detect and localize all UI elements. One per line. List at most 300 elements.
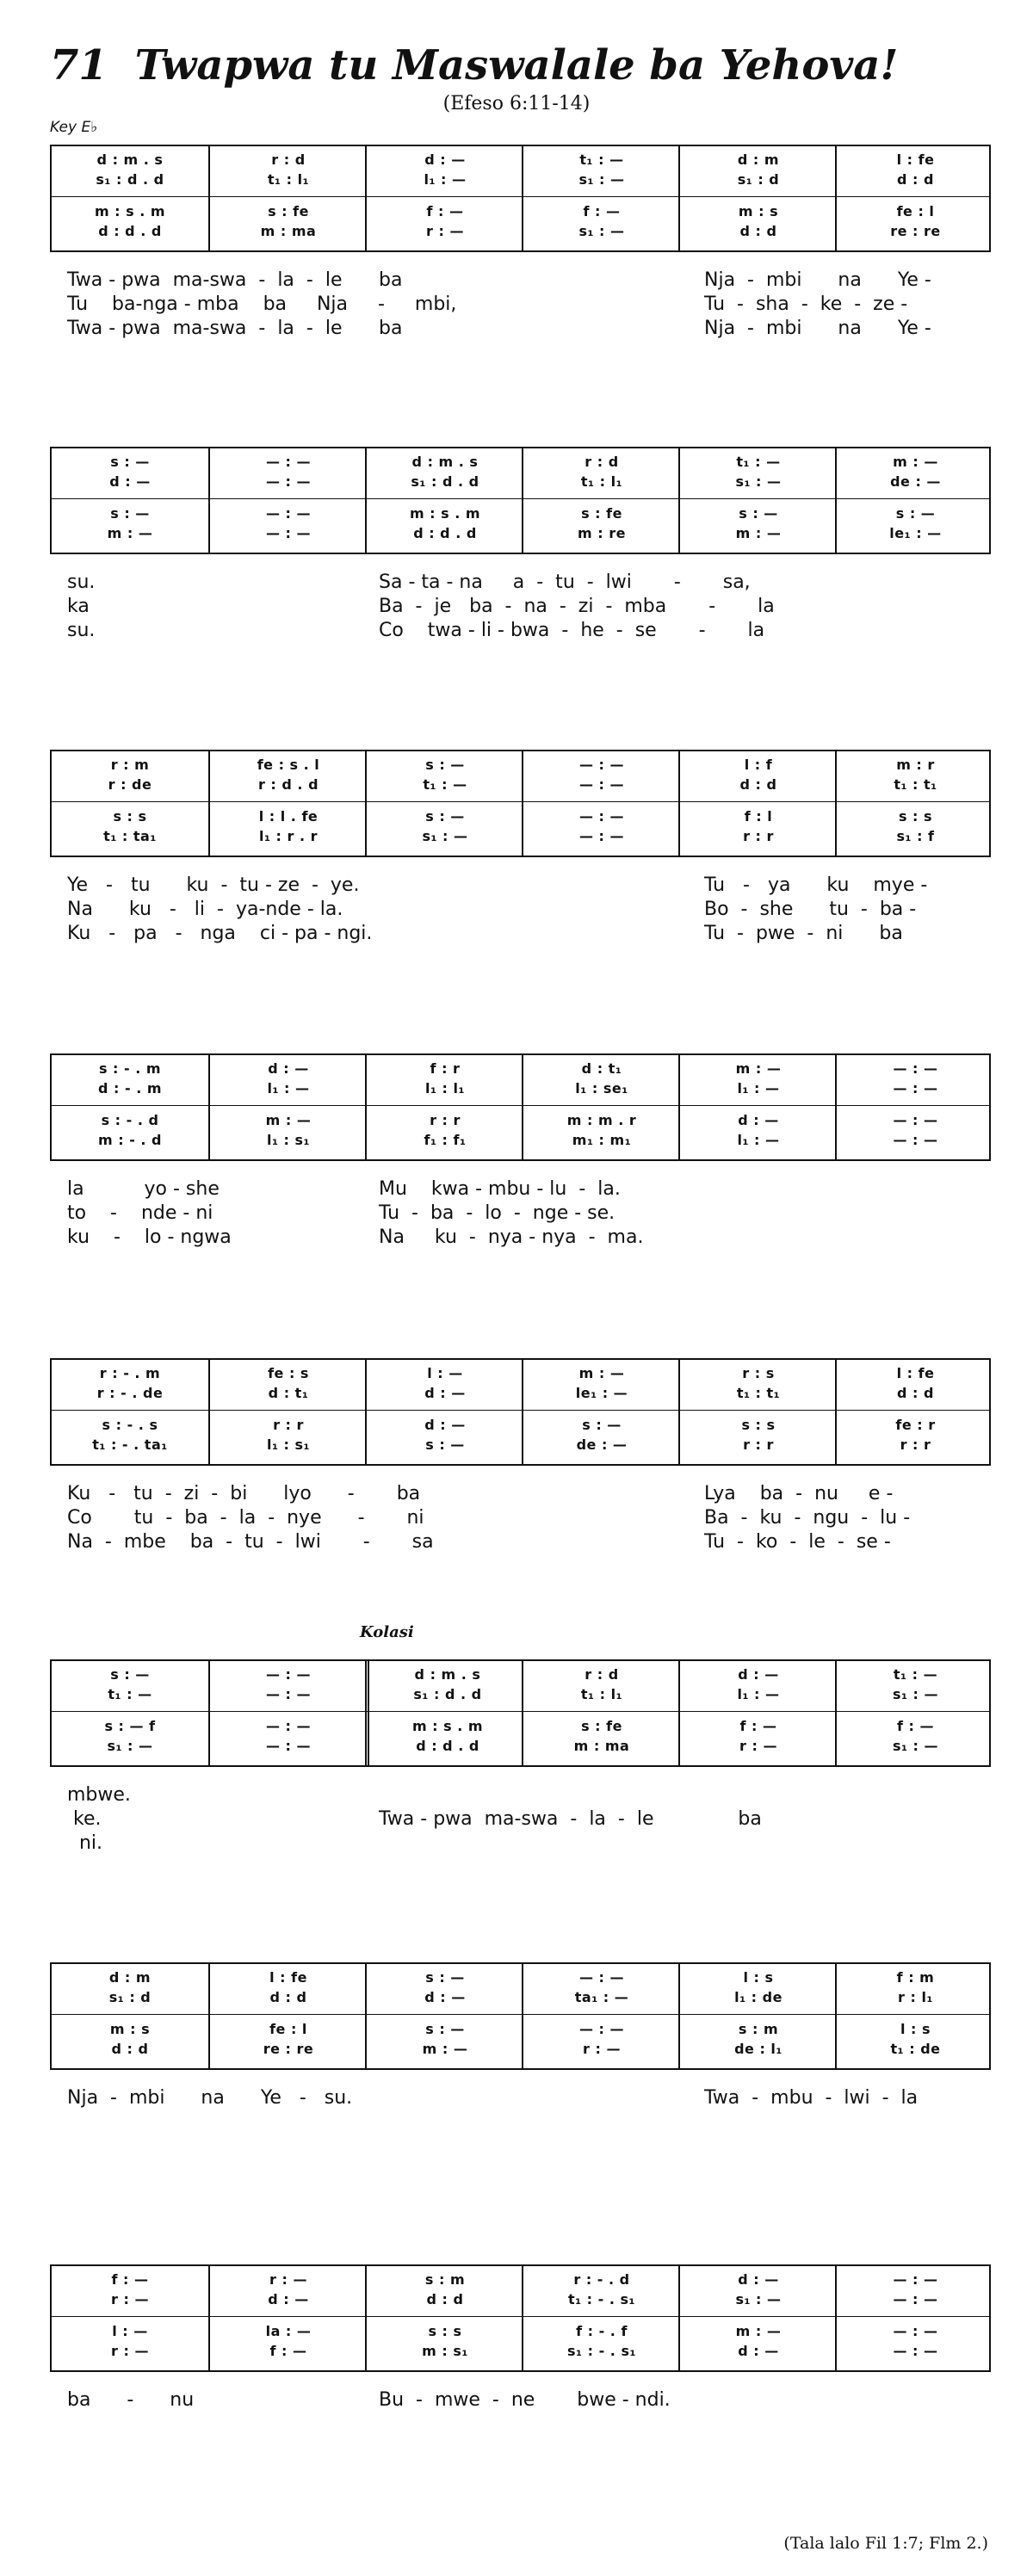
solfa-cell: ta₁ : — bbox=[574, 1989, 629, 2005]
lyric-segment: Co twa - li - bwa - he - se - la bbox=[379, 620, 765, 641]
solfa-cell: t₁ : — bbox=[893, 1666, 938, 1683]
measure bbox=[52, 751, 208, 856]
solfa-cell: d : m . s bbox=[411, 454, 479, 470]
solfa-cell: s₁ : d . d bbox=[96, 171, 164, 188]
solfa-cell: d : d bbox=[269, 1989, 307, 2005]
solfa-cell: — : — bbox=[265, 1686, 312, 1702]
lyric-segment: Lya ba - nu e - bbox=[704, 1483, 894, 1504]
lyric-segment: Tu - sha - ke - ze - bbox=[704, 293, 908, 315]
solfa-cell: f : — bbox=[269, 2343, 307, 2359]
lyric-line bbox=[50, 2087, 991, 2111]
measure bbox=[522, 1964, 680, 2068]
solfa-cell: l₁ : de bbox=[734, 1989, 782, 2005]
measure bbox=[365, 1360, 523, 1464]
solfa-cell: la : — bbox=[265, 2323, 312, 2339]
solfa-cell: s₁ : f bbox=[896, 828, 935, 844]
solfa-cell: fe : r bbox=[895, 1417, 936, 1433]
solfa-cell: s : — bbox=[425, 1436, 465, 1453]
solfa-cell: r : d bbox=[585, 1666, 619, 1683]
solfa-cell: r : - . m bbox=[99, 1365, 161, 1381]
measure bbox=[522, 1360, 680, 1464]
lyric-segment: Tu - ya ku mye - bbox=[704, 874, 928, 896]
solfa-cell: l₁ : — bbox=[424, 171, 467, 188]
solfa-cell: r : - . de bbox=[96, 1385, 164, 1401]
solfa-cell: s : m bbox=[738, 2021, 779, 2037]
solfa-cell: f : — bbox=[426, 203, 464, 219]
solfa-cell: r : — bbox=[111, 2291, 149, 2307]
solfa-cell: s₁ : — bbox=[892, 1738, 939, 1754]
solfa-cell: d : m . s bbox=[96, 151, 164, 168]
solfa-cell: r : r bbox=[430, 1112, 461, 1128]
solfa-cell: t₁ : — bbox=[736, 454, 781, 470]
lyric-segment: su. bbox=[67, 620, 96, 641]
solfa-cell: l : l . fe bbox=[258, 808, 319, 825]
measure bbox=[52, 1360, 208, 1464]
solfa-cell: re : re bbox=[263, 2041, 314, 2057]
solfa-cell: — : — bbox=[893, 2291, 938, 2307]
lyric-line bbox=[50, 1531, 991, 1555]
solfa-cell: s₁ : — bbox=[107, 1738, 153, 1754]
solfa-cell: s : - . m bbox=[98, 1060, 162, 1077]
solfa-cell: m : r bbox=[896, 757, 935, 773]
solfa-cell: s : - . s bbox=[102, 1417, 158, 1433]
solfa-cell: d : — bbox=[268, 2291, 309, 2307]
measure bbox=[835, 448, 994, 553]
solfa-cell: s : s bbox=[428, 2323, 462, 2339]
solfa-cell: m : — bbox=[735, 2323, 782, 2339]
solfa-cell: d : d . d bbox=[98, 223, 162, 239]
measure bbox=[522, 1661, 680, 1765]
lyric-segment: Nja - mbi na Ye - bbox=[704, 269, 931, 291]
solfa-cell: f : — bbox=[111, 2271, 149, 2288]
solfa-cell: m : m . r bbox=[566, 1112, 637, 1128]
solfa-cell: l : fe bbox=[896, 151, 935, 168]
measure bbox=[52, 448, 208, 553]
solfa-cell: t₁ : - . s₁ bbox=[567, 2291, 636, 2307]
solfa-cell: r : s bbox=[742, 1365, 775, 1381]
solfa-cell: s : — bbox=[895, 505, 936, 522]
solfa-cell: r : r bbox=[900, 1436, 931, 1453]
solfa-cell: m : re bbox=[578, 525, 626, 541]
voice-divider bbox=[52, 498, 989, 499]
solfa-cell: d : d bbox=[426, 2291, 464, 2307]
lyric-segment: Nja - mbi na Ye - bbox=[704, 318, 931, 339]
solfa-cell: d : t₁ bbox=[268, 1385, 309, 1401]
solfa-cell: d : d bbox=[111, 2041, 149, 2057]
solfa-cell: d : — bbox=[424, 1385, 466, 1401]
measure bbox=[678, 1360, 837, 1464]
solfa-cell: f₁ : f₁ bbox=[424, 1132, 467, 1148]
measure bbox=[835, 751, 994, 856]
solfa-cell: l : — bbox=[112, 2323, 148, 2339]
lyric-segment: ka bbox=[67, 596, 90, 617]
solfa-cell: m : s . m bbox=[94, 203, 166, 219]
solfa-cell: m : — bbox=[422, 2041, 468, 2057]
lyric-segment: Na - mbe ba - tu - lwi - sa bbox=[67, 1531, 434, 1553]
measure bbox=[208, 1055, 367, 1159]
measure bbox=[522, 448, 680, 553]
voice-divider bbox=[52, 1711, 989, 1712]
voice-divider bbox=[52, 196, 989, 197]
solfa-cell: t₁ : ta₁ bbox=[103, 828, 157, 844]
solfa-cell: s : — bbox=[110, 505, 150, 522]
song-title: Twapwa tu Maswalale ba Yehova! bbox=[134, 41, 899, 90]
solfa-cell: l : s bbox=[743, 1969, 774, 1986]
solfa-cell: s : - . d bbox=[101, 1112, 159, 1128]
lyric-line bbox=[50, 1808, 991, 1832]
solfa-cell: s₁ : d . d bbox=[411, 473, 479, 490]
solfa-cell: d : m bbox=[108, 1969, 152, 1986]
lyric-segment: Ku - pa - nga ci - pa - ngi. bbox=[67, 923, 373, 944]
solfa-cell: f : l bbox=[744, 808, 773, 825]
lyric-line bbox=[50, 1226, 991, 1251]
measure bbox=[835, 146, 994, 250]
lyric-segment: ni. bbox=[67, 1832, 103, 1854]
measure bbox=[678, 1055, 837, 1159]
lyric-segment: la yo - she bbox=[67, 1178, 220, 1200]
lyric-segment: Twa - mbu - lwi - la bbox=[704, 2087, 919, 2109]
lyric-line bbox=[50, 2389, 991, 2413]
solfa-cell: m : — bbox=[107, 525, 153, 541]
measure bbox=[52, 1055, 208, 1159]
solfa-cell: le₁ : — bbox=[889, 525, 942, 541]
solfa-cell: s₁ : — bbox=[422, 828, 468, 844]
measure bbox=[365, 1661, 526, 1765]
measure bbox=[52, 1661, 208, 1765]
solfa-cell: de : l₁ bbox=[734, 2041, 782, 2057]
lyric-segment: ke. bbox=[67, 1808, 102, 1830]
solfa-cell: l₁ : se₁ bbox=[575, 1080, 628, 1096]
solfa-cell: re : re bbox=[890, 223, 941, 239]
lyrics-block bbox=[50, 269, 991, 342]
measure bbox=[678, 1661, 837, 1765]
solfa-cell: l₁ : — bbox=[737, 1132, 780, 1148]
solfa-cell: t₁ : l₁ bbox=[580, 473, 623, 490]
measure bbox=[678, 448, 837, 553]
lyric-segment: Tu - ba - lo - nge - se. bbox=[379, 1202, 615, 1224]
solfa-cell: d : d bbox=[739, 776, 777, 793]
solfa-cell: d : — bbox=[268, 1060, 309, 1077]
solfa-cell: s : — bbox=[739, 505, 778, 522]
solfa-cell: — : — bbox=[265, 525, 312, 541]
measure bbox=[522, 1055, 680, 1159]
measure bbox=[522, 146, 680, 250]
solfa-cell: r : r bbox=[273, 1417, 304, 1433]
lyric-segment: Ba - ku - ngu - lu - bbox=[704, 1507, 911, 1529]
lyric-segment: Twa - pwa ma-swa - la - le bbox=[67, 318, 343, 339]
voice-divider bbox=[52, 2014, 989, 2015]
chorus-label: Kolasi bbox=[360, 1623, 414, 1641]
solfa-cell: t₁ : de bbox=[890, 2041, 941, 2057]
solfa-cell: m : s bbox=[109, 2021, 151, 2037]
voice-divider bbox=[52, 1410, 989, 1411]
solfa-cell: s₁ : — bbox=[892, 1686, 939, 1702]
measure bbox=[365, 146, 523, 250]
lyric-segment: Na ku - li - ya-nde - la. bbox=[67, 899, 343, 920]
solfa-cell: — : — bbox=[578, 757, 625, 773]
solfa-cell: d : — bbox=[109, 473, 151, 490]
solfa-cell: t₁ : - . ta₁ bbox=[92, 1436, 168, 1453]
measure bbox=[208, 1661, 367, 1765]
solfa-cell: s : s bbox=[113, 808, 147, 825]
solfa-cell: m : — bbox=[735, 1060, 782, 1077]
solfa-cell: r : d bbox=[585, 454, 619, 470]
solfa-cell: l : fe bbox=[896, 1365, 935, 1381]
measure bbox=[835, 1661, 994, 1765]
measure bbox=[678, 751, 837, 856]
solfa-cell: r : r bbox=[743, 828, 774, 844]
solfa-cell: — : — bbox=[265, 1718, 312, 1734]
solfa-cell: r : — bbox=[583, 2041, 621, 2057]
solfa-cell: d : — bbox=[424, 151, 466, 168]
solfa-cell: l₁ : — bbox=[737, 1080, 780, 1096]
solfa-cell: d : — bbox=[738, 1112, 779, 1128]
solfa-cell: f : - . f bbox=[576, 2323, 628, 2339]
solfa-cell: l₁ : r . r bbox=[258, 828, 319, 844]
lyric-segment: Bo - she tu - ba - bbox=[704, 899, 917, 920]
lyric-segment: ku - lo - ngwa bbox=[67, 1226, 232, 1248]
measure bbox=[365, 1055, 523, 1159]
solfa-cell: t₁ : — bbox=[108, 1686, 152, 1702]
lyric-segment: Nja - mbi na Ye - su. bbox=[67, 2087, 353, 2109]
solfa-cell: d : — bbox=[424, 1989, 466, 2005]
solfa-cell: t₁ : l₁ bbox=[267, 171, 310, 188]
lyric-segment: Mu kwa - mbu - lu - la. bbox=[379, 1178, 621, 1200]
lyric-segment: Na ku - nya - nya - ma. bbox=[379, 1226, 644, 1248]
solfa-cell: r : — bbox=[426, 223, 464, 239]
measure bbox=[522, 751, 680, 856]
measure bbox=[678, 146, 837, 250]
solfa-cell: f : r bbox=[430, 1060, 461, 1077]
solfa-cell: t₁ : t₁ bbox=[736, 1385, 781, 1401]
lyric-line bbox=[50, 874, 991, 899]
lyric-line bbox=[50, 293, 991, 318]
lyric-line bbox=[50, 1832, 991, 1856]
lyric-line bbox=[50, 596, 991, 620]
lyric-segment: Tu ba-nga - mba ba Nja - mbi, bbox=[67, 293, 457, 315]
key-signature: Key E♭ bbox=[50, 119, 98, 136]
solfa-cell: s₁ : — bbox=[578, 171, 625, 188]
lyric-line bbox=[50, 571, 991, 596]
solfa-cell: d : d bbox=[897, 1385, 934, 1401]
solfa-cell: d : - . m bbox=[97, 1080, 163, 1096]
solfa-cell: m : s₁ bbox=[422, 2343, 468, 2359]
staff-system bbox=[50, 447, 991, 554]
solfa-cell: — : — bbox=[265, 1738, 312, 1754]
solfa-cell: fe : s bbox=[268, 1365, 309, 1381]
solfa-cell: d : t₁ bbox=[581, 1060, 622, 1077]
solfa-cell: d : — bbox=[738, 2343, 779, 2359]
solfa-cell: d : d bbox=[739, 223, 777, 239]
solfa-cell: r : m bbox=[110, 757, 150, 773]
solfa-cell: le₁ : — bbox=[575, 1385, 628, 1401]
lyrics-block bbox=[50, 571, 991, 644]
solfa-cell: fe : l bbox=[896, 203, 935, 219]
lyrics-block bbox=[50, 2087, 991, 2111]
solfa-cell: d : m . s bbox=[414, 1666, 481, 1683]
measure bbox=[835, 2266, 994, 2370]
lyric-segment: Twa - pwa ma-swa - la - le ba bbox=[379, 1808, 762, 1830]
measure bbox=[208, 146, 367, 250]
staff-system bbox=[50, 1659, 991, 1767]
solfa-cell: l₁ : — bbox=[737, 1686, 780, 1702]
lyric-line bbox=[50, 1178, 991, 1202]
solfa-cell: m : s . m bbox=[411, 1718, 484, 1734]
solfa-cell: — : — bbox=[893, 2343, 938, 2359]
lyrics-block bbox=[50, 874, 991, 947]
measure bbox=[208, 751, 367, 856]
measure bbox=[208, 448, 367, 553]
solfa-cell: r : de bbox=[108, 776, 152, 793]
lyric-segment: Tu - ko - le - se - bbox=[704, 1531, 891, 1553]
lyric-segment: to - nde - ni bbox=[67, 1202, 213, 1224]
solfa-cell: l : s bbox=[900, 2021, 931, 2037]
measure bbox=[835, 1964, 994, 2068]
solfa-cell: — : — bbox=[893, 1132, 938, 1148]
solfa-cell: m₁ : m₁ bbox=[572, 1132, 632, 1148]
solfa-cell: m : ma bbox=[260, 223, 317, 239]
lyrics-block bbox=[50, 1178, 991, 1251]
solfa-cell: r : l₁ bbox=[898, 1989, 933, 2005]
solfa-cell: d : d . d bbox=[416, 1738, 479, 1754]
lyric-segment: Ye - tu ku - tu - ze - ye. bbox=[67, 874, 360, 896]
staff-system bbox=[50, 1358, 991, 1466]
solfa-cell: l₁ : s₁ bbox=[266, 1436, 311, 1453]
staff-system bbox=[50, 145, 991, 252]
solfa-cell: f : — bbox=[897, 1718, 934, 1734]
lyrics-block bbox=[50, 1483, 991, 1555]
measure bbox=[365, 1964, 523, 2068]
staff-system bbox=[50, 1053, 991, 1161]
solfa-cell: s₁ : — bbox=[735, 473, 782, 490]
voice-divider bbox=[52, 1105, 989, 1106]
measure bbox=[365, 448, 523, 553]
solfa-cell: m : ma bbox=[573, 1738, 630, 1754]
solfa-cell: fe : s . l bbox=[257, 757, 320, 773]
measure bbox=[365, 2266, 523, 2370]
solfa-cell: r : d . d bbox=[257, 776, 319, 793]
solfa-cell: l₁ : s₁ bbox=[266, 1132, 311, 1148]
solfa-cell: s₁ : — bbox=[578, 223, 625, 239]
solfa-cell: f : — bbox=[739, 1718, 777, 1734]
staff-system bbox=[50, 1962, 991, 2070]
solfa-cell: r : - . d bbox=[573, 2271, 630, 2288]
solfa-cell: — : — bbox=[578, 776, 625, 793]
solfa-cell: — : — bbox=[578, 1969, 625, 1986]
lyric-line bbox=[50, 1202, 991, 1226]
solfa-cell: s₁ : - . s₁ bbox=[567, 2343, 636, 2359]
solfa-cell: d : — bbox=[424, 1417, 466, 1433]
solfa-cell: d : d bbox=[897, 171, 934, 188]
solfa-cell: m : — bbox=[735, 525, 782, 541]
solfa-cell: fe : l bbox=[269, 2021, 307, 2037]
lyric-line bbox=[50, 1784, 991, 1808]
measure bbox=[208, 1964, 367, 2068]
solfa-cell: s : — bbox=[110, 454, 150, 470]
solfa-cell: — : — bbox=[893, 1080, 938, 1096]
footnote: (Tala lalo Fil 1:7; Flm 2.) bbox=[783, 2534, 988, 2553]
solfa-cell: l₁ : — bbox=[267, 1080, 310, 1096]
solfa-cell: m : - . d bbox=[97, 1132, 163, 1148]
lyric-segment: Bu - mwe - ne bwe - ndi. bbox=[379, 2389, 671, 2411]
solfa-cell: r : — bbox=[739, 1738, 777, 1754]
solfa-cell: t₁ : t₁ bbox=[894, 776, 937, 793]
solfa-cell: d : — bbox=[738, 2271, 779, 2288]
solfa-cell: — : — bbox=[578, 808, 625, 825]
solfa-cell: r : — bbox=[269, 2271, 307, 2288]
solfa-cell: — : — bbox=[265, 505, 312, 522]
lyric-segment: Ku - tu - zi - bi lyo - ba bbox=[67, 1483, 421, 1504]
solfa-cell: — : — bbox=[893, 2323, 938, 2339]
solfa-cell: t₁ : l₁ bbox=[580, 1686, 623, 1702]
lyric-line bbox=[50, 318, 991, 342]
song-number: 71 bbox=[50, 41, 108, 90]
solfa-cell: — : — bbox=[265, 473, 312, 490]
lyric-segment: Co tu - ba - la - nye - ni bbox=[67, 1507, 424, 1529]
solfa-cell: — : — bbox=[265, 454, 312, 470]
solfa-cell: f : m bbox=[896, 1969, 935, 1986]
solfa-cell: s₁ : d bbox=[108, 1989, 152, 2005]
lyrics-block bbox=[50, 1784, 991, 1856]
lyric-segment: Twa - pwa ma-swa - la - le bbox=[67, 269, 343, 291]
solfa-cell: m : — bbox=[893, 454, 938, 470]
solfa-cell: l : f bbox=[744, 757, 773, 773]
measure bbox=[678, 2266, 837, 2370]
solfa-cell: s : — bbox=[582, 1417, 622, 1433]
solfa-cell: r : r bbox=[743, 1436, 774, 1453]
solfa-cell: t₁ : — bbox=[423, 776, 467, 793]
lyric-segment: mbwe. bbox=[67, 1784, 131, 1806]
solfa-cell: s : — bbox=[425, 808, 465, 825]
solfa-cell: d : — bbox=[738, 1666, 779, 1683]
scripture-reference: (Efeso 6:11-14) bbox=[442, 93, 591, 114]
lyric-line bbox=[50, 269, 991, 293]
solfa-cell: — : — bbox=[893, 1112, 938, 1128]
lyric-segment: Ba - je ba - na - zi - mba - la bbox=[379, 596, 775, 617]
solfa-cell: m : — bbox=[578, 1365, 625, 1381]
solfa-cell: l : fe bbox=[269, 1969, 307, 1986]
lyric-segment: ba bbox=[379, 318, 403, 339]
lyrics-block bbox=[50, 2389, 991, 2413]
measure bbox=[208, 1360, 367, 1464]
solfa-cell: s : fe bbox=[581, 505, 622, 522]
lyric-line bbox=[50, 620, 991, 644]
solfa-cell: — : — bbox=[265, 1666, 312, 1683]
solfa-cell: d : m bbox=[737, 151, 780, 168]
measure bbox=[835, 1360, 994, 1464]
measure bbox=[365, 751, 523, 856]
solfa-cell: s : — bbox=[425, 1969, 465, 1986]
solfa-cell: — : — bbox=[893, 1060, 938, 1077]
solfa-cell: s₁ : d . d bbox=[413, 1686, 482, 1702]
measure bbox=[522, 2266, 680, 2370]
lyric-line bbox=[50, 899, 991, 923]
solfa-cell: s : fe bbox=[581, 1718, 622, 1734]
solfa-cell: s₁ : d bbox=[737, 171, 780, 188]
solfa-cell: s : — bbox=[425, 2021, 465, 2037]
solfa-cell: s : s bbox=[898, 808, 933, 825]
measure bbox=[835, 1055, 994, 1159]
solfa-cell: d : d . d bbox=[413, 525, 477, 541]
solfa-cell: — : — bbox=[578, 2021, 625, 2037]
lyric-segment: ba - nu bbox=[67, 2389, 195, 2411]
measure bbox=[208, 2266, 367, 2370]
lyric-line bbox=[50, 923, 991, 947]
solfa-cell: s : — bbox=[425, 757, 465, 773]
solfa-cell: m : — bbox=[265, 1112, 312, 1128]
voice-divider bbox=[52, 2316, 989, 2317]
staff-system bbox=[50, 2264, 991, 2372]
